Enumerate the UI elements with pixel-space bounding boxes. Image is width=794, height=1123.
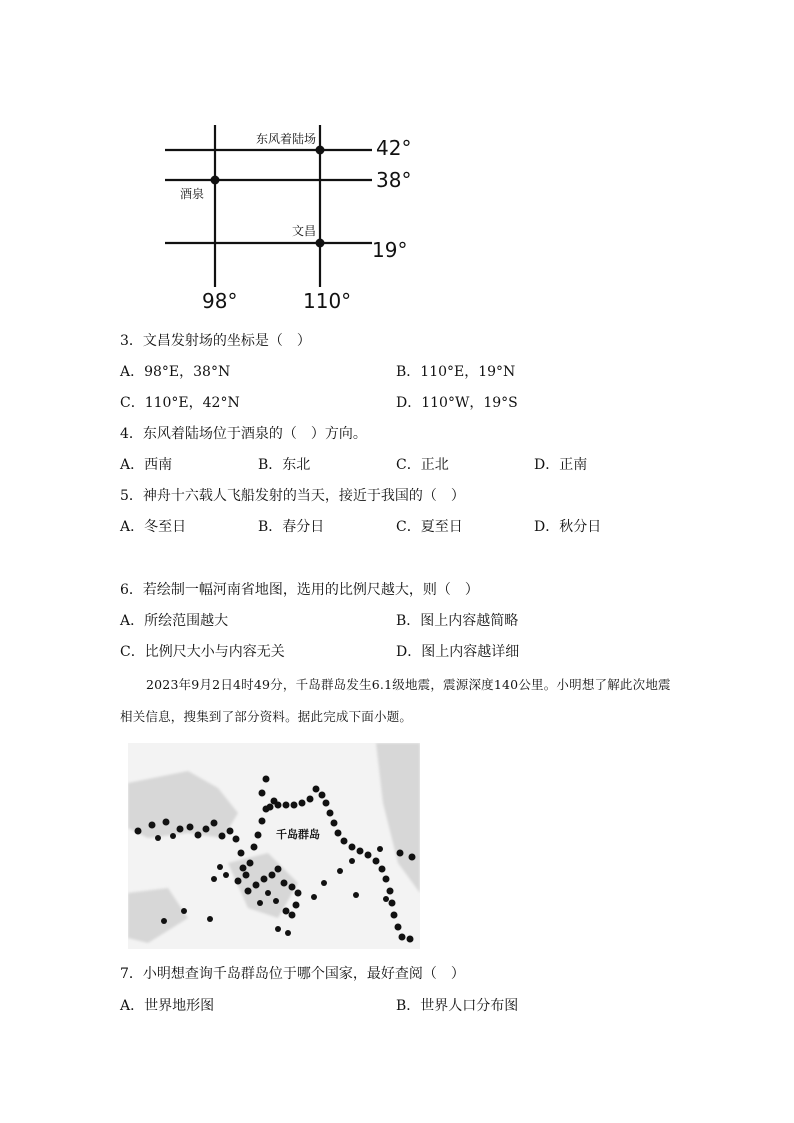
- question-6-option-c[interactable]: C．比例尺大小与内容无关: [120, 644, 285, 660]
- question-5: 5．神舟十六载人飞船发射的当天，接近于我国的（ ）: [120, 488, 465, 504]
- question-5-option-c[interactable]: C．夏至日: [396, 519, 463, 535]
- jiuquan-label: 酒泉: [180, 187, 205, 201]
- jiuquan-point: [211, 176, 220, 185]
- question-6-option-d[interactable]: D．图上内容越详细: [396, 644, 520, 660]
- question-3-option-d[interactable]: D．110°W，19°S: [396, 395, 518, 411]
- wenchang-label: 文昌: [292, 224, 317, 238]
- latitude-label-19: 19°: [372, 238, 408, 262]
- latitude-label-38: 38°: [376, 168, 412, 192]
- question-6-option-b[interactable]: B．图上内容越简略: [396, 613, 519, 629]
- longitude-label-110: 110°: [303, 289, 352, 313]
- longitude-label-98: 98°: [202, 289, 238, 313]
- question-3-option-c[interactable]: C．110°E，42°N: [120, 395, 240, 411]
- question-4-option-c[interactable]: C．正北: [396, 457, 449, 473]
- dongfeng-point: [316, 146, 325, 155]
- question-6: 6．若绘制一幅河南省地图，选用的比例尺越大，则（ ）: [120, 582, 479, 598]
- question-4: 4．东风着陆场位于酒泉的（ ）方向。: [120, 426, 367, 442]
- dongfeng-label: 东风着陆场: [256, 132, 317, 146]
- question-5-option-b[interactable]: B．春分日: [258, 519, 325, 535]
- latitude-label-42: 42°: [376, 136, 412, 160]
- question-5-option-d[interactable]: D．秋分日: [534, 519, 602, 535]
- question-7: 7．小明想查询千岛群岛位于哪个国家，最好查阅（ ）: [120, 966, 465, 982]
- question-4-option-d[interactable]: D．正南: [534, 457, 588, 473]
- coordinate-grid-figure: [160, 120, 420, 315]
- question-5-option-a[interactable]: A．冬至日: [120, 519, 187, 535]
- question-3-option-a[interactable]: A．98°E，38°N: [120, 364, 231, 380]
- question-3-option-b[interactable]: B．110°E，19°N: [396, 364, 516, 380]
- question-4-option-b[interactable]: B．东北: [258, 457, 311, 473]
- question-3: 3．文昌发射场的坐标是（ ）: [120, 333, 311, 349]
- wenchang-point: [316, 239, 325, 248]
- earthquake-passage: 2023年9月2日4时49分，千岛群岛发生6.1级地震，震源深度140公里。小明想了解此次地震相关信息，搜集到了部分资料。据此完成下面小题。: [120, 677, 671, 724]
- question-4-option-a[interactable]: A．西南: [120, 457, 173, 473]
- kuril-islands-label: 千岛群岛: [276, 828, 320, 841]
- question-7-option-b[interactable]: B．世界人口分布图: [396, 998, 519, 1014]
- question-6-option-a[interactable]: A．所绘范围越大: [120, 613, 229, 629]
- kuril-islands-map: [128, 743, 420, 949]
- question-7-option-a[interactable]: A．世界地形图: [120, 998, 215, 1014]
